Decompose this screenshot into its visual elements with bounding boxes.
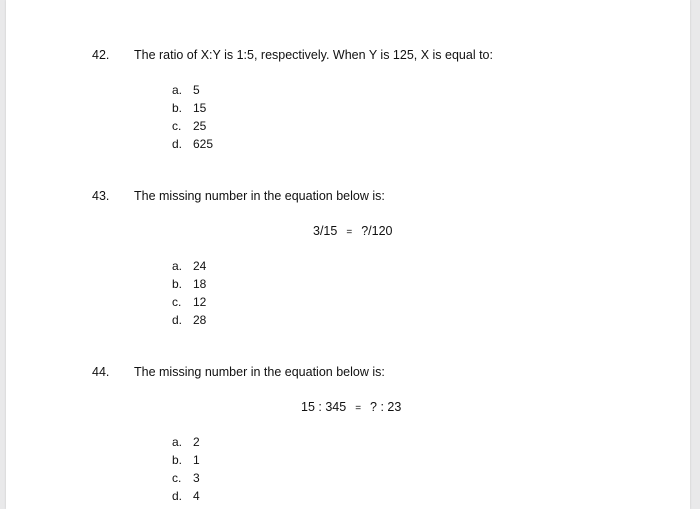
question-number: 44.: [92, 365, 110, 379]
answer-option: [172, 81, 213, 99]
answer-option: [172, 99, 213, 117]
option-letter: d.: [172, 137, 183, 151]
equation-right: ?/120: [361, 224, 393, 238]
option-letter: b.: [172, 277, 183, 291]
option-value: 625: [193, 137, 214, 151]
option-letter: a.: [172, 259, 183, 273]
question-text: The missing number in the equation below is:: [134, 189, 385, 203]
option-letter: a.: [172, 435, 183, 449]
question-number: 43.: [92, 189, 110, 203]
option-value: 3: [193, 471, 200, 485]
option-letter: c.: [172, 295, 182, 309]
option-value: 2: [193, 435, 200, 449]
equation-left: 15 : 345: [301, 400, 347, 414]
option-letter: b.: [172, 453, 183, 467]
equation: [301, 400, 401, 414]
equation-right: ? : 23: [370, 400, 402, 414]
document-page: [6, 0, 690, 509]
equation: [313, 224, 392, 238]
option-value: 15: [193, 101, 207, 115]
option-letter: c.: [172, 471, 182, 485]
option-value: 12: [193, 295, 207, 309]
option-value: 5: [193, 83, 200, 97]
option-letter: b.: [172, 101, 183, 115]
answer-option: [172, 469, 200, 487]
equals-sign: =: [355, 403, 362, 414]
option-letter: d.: [172, 489, 183, 503]
answer-options: [172, 433, 200, 505]
answer-option: [172, 117, 213, 135]
equals-sign: =: [346, 227, 353, 238]
option-value: 1: [193, 453, 200, 467]
answer-option: [172, 275, 206, 293]
option-letter: c.: [172, 119, 182, 133]
option-letter: d.: [172, 313, 183, 327]
answer-option: [172, 135, 213, 153]
equation-left: 3/15: [313, 224, 338, 238]
question-text: The ratio of X:Y is 1:5, respectively. When Y is 125, X is equal to:: [134, 48, 493, 62]
question-text: The missing number in the equation below is:: [134, 365, 385, 379]
option-value: 4: [193, 489, 200, 503]
option-value: 18: [193, 277, 207, 291]
answer-option: [172, 451, 200, 469]
answer-option: [172, 311, 206, 329]
answer-options: [172, 257, 206, 329]
option-value: 28: [193, 313, 207, 327]
answer-option: [172, 257, 206, 275]
option-value: 25: [193, 119, 207, 133]
answer-option: [172, 293, 206, 311]
answer-option: [172, 487, 200, 505]
question-number: 42.: [92, 48, 110, 62]
answer-option: [172, 433, 200, 451]
option-value: 24: [193, 259, 207, 273]
answer-options: [172, 81, 213, 153]
option-letter: a.: [172, 83, 183, 97]
